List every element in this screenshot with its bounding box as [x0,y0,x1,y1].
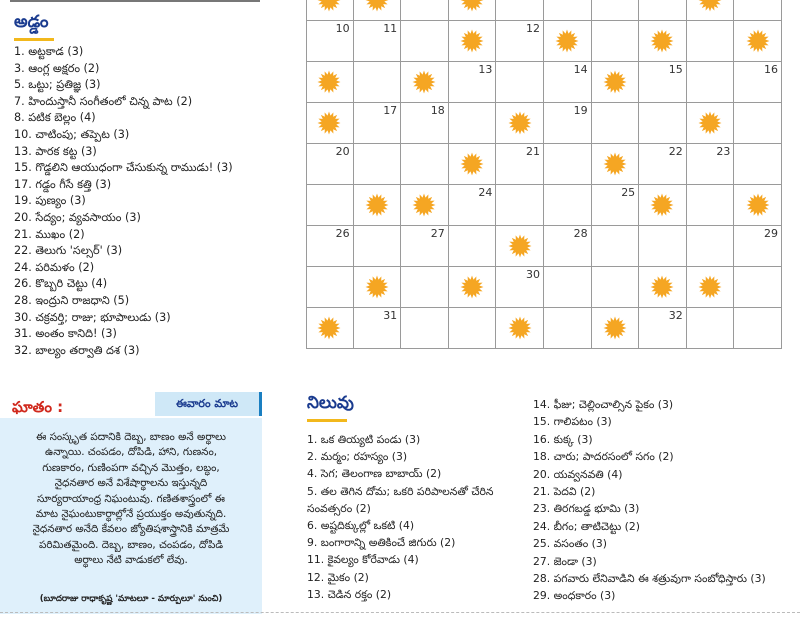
word-of-week-line: ఉన్నాయి. చంపడం, దోపిడి, హాని, గుణనం, [44,446,218,459]
sun-icon [460,0,484,12]
clue-item: 20. సేద్యం; వ్యవసాయం (3) [14,210,141,224]
grid-cell[interactable] [734,308,782,349]
clue-item: 24. పరిమళం (2) [14,260,95,274]
clue-item: 22. తెలుగు 'సల్సర్' (3) [14,244,123,258]
sun-icon [746,29,770,53]
word-of-week-line: సూర్యరాయాంధ్ర నిఘంటువు. గణితశాస్త్రంలో ఈ [37,492,225,505]
grid-cell-blocked [306,103,354,144]
sun-icon [698,275,722,299]
clue-item: 24. బీగం; తాటిచెట్టు (2) [533,519,640,533]
clue-item: 9. బంగారాన్ని అతికించే జిగురు (2) [307,536,456,550]
clue-item: 20. యవ్వనవతి (4) [533,467,623,481]
grid-cell-blocked [687,0,735,21]
grid-cell[interactable] [354,308,402,349]
grid-cell[interactable] [401,0,449,21]
clue-item: 32. బాల్యం తర్వాతి దశ (3) [14,343,140,357]
clue-item: 17. గడ్డం గీసే కత్తి (3) [14,177,112,191]
sun-icon [698,111,722,135]
clue-number: 17 [383,104,398,117]
clue-item: 2. మర్మం; రహస్యం (3) [307,450,408,464]
grid-cell-blocked [306,62,354,103]
clue-item: 21. ముఖం (2) [14,227,85,241]
clue-number: 28 [573,227,588,240]
across-title [14,12,49,36]
grid-cell[interactable] [401,267,449,308]
grid-cell[interactable] [401,308,449,349]
grid-cell[interactable] [496,62,544,103]
grid-cell[interactable] [734,62,782,103]
clue-number: 22 [668,145,683,158]
grid-cell[interactable] [639,144,687,185]
grid-cell-blocked [639,21,687,62]
grid-cell[interactable] [354,21,402,62]
grid-cell-blocked [734,21,782,62]
clue-item: 19. పుణ్యం (3) [14,194,86,208]
grid-cell[interactable] [496,185,544,226]
clue-item: 5. ఒట్టు; ప్రతిజ్ఞ (3) [14,78,101,92]
grid-cell[interactable] [639,226,687,267]
sun-icon [746,193,770,217]
grid-cell[interactable] [687,21,735,62]
grid-cell-blocked [592,62,640,103]
grid-cell[interactable] [449,62,497,103]
clue-number: 25 [621,186,636,199]
clue-number: 10 [335,22,350,35]
clue-item: 15. గాలిపటం (3) [533,415,612,429]
sun-icon [698,0,722,12]
sun-icon [508,316,532,340]
down-clue-list-left [307,431,494,603]
word-of-week-line: గుణకారం, గుణింపగా వచ్చిన మొత్తం, లబ్ధం, [42,461,220,474]
down-title-text: నిలువు [307,393,354,413]
grid-cell-blocked [687,267,735,308]
grid-cell[interactable] [306,144,354,185]
word-of-week-tag: ఈవారం మాట [155,392,262,416]
clue-item: 1. ఒక తియ్యటి పండు (3) [307,433,421,446]
clue-number: 20 [335,145,350,158]
clue-item: 12. మైకం (2) [307,570,369,584]
grid-cell-blocked [354,267,402,308]
grid-cell-blocked [449,0,497,21]
grid-cell[interactable] [496,144,544,185]
grid-cell[interactable] [639,0,687,21]
sun-icon [460,152,484,176]
grid-cell[interactable] [687,226,735,267]
grid-cell[interactable] [306,226,354,267]
sun-icon [317,0,341,12]
across-clue-list [14,44,233,359]
grid-cell[interactable] [544,144,592,185]
grid-cell[interactable] [544,185,592,226]
grid-cell[interactable] [449,185,497,226]
grid-cell-blocked [496,103,544,144]
sun-icon [365,275,389,299]
grid-cell-blocked [592,308,640,349]
down-title-underline [307,419,347,422]
word-of-week-box [0,392,262,614]
clue-item: 31. అంతం కానిది! (3) [14,327,117,341]
grid-cell[interactable] [401,21,449,62]
sun-icon [650,275,674,299]
word-of-week-line: నైధనతార అనేది కేవలం జ్యోతిషశాస్త్రానికి మాత్రమే [32,523,230,536]
clue-number: 14 [573,63,588,76]
clue-number: 30 [525,268,540,281]
clue-number: 19 [573,104,588,117]
clue-item: 11. కైవల్యం కోరేవాడు (4) [307,553,419,567]
word-of-week-line: పరిమితమైంది. దెబ్బ, బాణం, చంపడం, దోపిడి [38,538,224,551]
grid-cell[interactable] [734,144,782,185]
clue-number: 21 [525,145,540,158]
grid-cell-blocked [306,0,354,21]
sun-icon [412,70,436,94]
grid-cell-blocked [449,21,497,62]
grid-cell[interactable] [592,226,640,267]
grid-cell[interactable] [449,226,497,267]
clue-item: 14. ఫీజు; చెల్లించాల్సిన పైకం (3) [533,398,674,411]
clue-item: 15. గొడ్డలిని ఆయుధంగా చేసుకున్న రాముడు! (3) [14,161,233,175]
grid-cell-blocked [449,144,497,185]
grid-cell[interactable] [354,62,402,103]
grid-cell[interactable] [401,226,449,267]
grid-cell[interactable] [496,267,544,308]
sun-icon [365,193,389,217]
clue-number: 31 [383,309,398,322]
grid-cell[interactable] [734,103,782,144]
sun-icon [317,70,341,94]
word-of-week-line: ఈ సంస్కృత పదానికి దెబ్బ, బాణం అనే అర్థాలు [35,431,227,443]
grid-cell[interactable] [639,103,687,144]
grid-cell[interactable] [734,226,782,267]
clue-number: 23 [716,145,731,158]
clue-item: 28. ఇంద్రుని రాజధాని (5) [14,293,130,307]
clue-item: 1. అట్టకాడ (3) [14,45,84,58]
grid-cell[interactable] [592,267,640,308]
grid-cell[interactable] [687,62,735,103]
clue-number: 12 [525,22,540,35]
clue-item: 28. పగవారు లేనివాడిని ఈ శత్రువుగా సంబోధిస్తారు (3) [533,572,766,586]
grid-cell[interactable] [592,0,640,21]
grid-cell-blocked [734,185,782,226]
grid-cell-blocked [496,226,544,267]
clue-item: 7. హిందుస్తానీ సంగీతంలో చిన్న పాట (2) [14,94,193,108]
grid-cell[interactable] [401,144,449,185]
grid-cell[interactable] [592,185,640,226]
grid-cell[interactable] [734,267,782,308]
sun-icon [508,234,532,258]
word-of-week-text [8,430,254,569]
clue-item: 8. పటిక బెల్లం (4) [14,111,96,125]
grid-cell-blocked [401,62,449,103]
crossword-grid [306,0,782,349]
word-of-week-title: ఘాతం : [12,398,64,416]
sun-icon [365,0,389,12]
grid-cell[interactable] [592,103,640,144]
sun-icon [460,29,484,53]
sun-icon [412,193,436,217]
clue-item: 13. పారక కట్ట (3) [14,144,97,158]
clue-item: 13. చెడిన రక్తం (2) [307,587,392,601]
clue-item: 10. చాటింపు; తప్పెట (3) [14,127,130,141]
clue-item: 27. జెండా (3) [533,554,597,568]
grid-cell-blocked [306,308,354,349]
clue-number: 24 [478,186,493,199]
clue-item: 5. తల తెగిన దోమ; ఒకరి పరిపాలనతో చేరిన [307,484,494,498]
sun-icon [603,70,627,94]
word-of-week-line: నైధనతార అనే విశేషార్థాలను ఇస్తున్నది [54,477,208,490]
clue-number: 18 [430,104,445,117]
grid-cell[interactable] [544,0,592,21]
grid-cell-blocked [496,308,544,349]
grid-cell[interactable] [544,103,592,144]
grid-cell[interactable] [354,103,402,144]
clue-number: 15 [668,63,683,76]
down-title [307,393,354,417]
clue-item: 4. సెగ; తెలంగాణ బాబాయ్ (2) [307,467,442,481]
clue-number: 32 [668,309,683,322]
grid-cell-blocked [354,185,402,226]
clue-item: 30. చక్రవర్తి; రాజు; భూపాలుడు (3) [14,310,171,324]
grid-cell-blocked [687,103,735,144]
grid-cell[interactable] [354,144,402,185]
sun-icon [650,29,674,53]
grid-cell-blocked [639,185,687,226]
grid-cell[interactable] [687,308,735,349]
word-of-week-header [0,392,262,418]
grid-cell[interactable] [639,62,687,103]
clue-number: 11 [383,22,398,35]
across-section [10,0,275,385]
grid-cell[interactable] [639,308,687,349]
grid-cell-blocked [592,144,640,185]
grid-cell[interactable] [449,308,497,349]
clue-item: 18. చారు; పాదరసంలో సగం (2) [533,450,674,464]
grid-cell[interactable] [306,267,354,308]
grid-cell[interactable] [544,267,592,308]
across-title-text: అడ్డం [14,12,49,32]
grid-cell[interactable] [306,21,354,62]
sun-icon [460,275,484,299]
grid-cell-blocked [354,0,402,21]
sun-icon [317,111,341,135]
grid-cell[interactable] [496,0,544,21]
sun-icon [603,316,627,340]
clue-item: 21. పెదవి (2) [533,485,596,499]
sun-icon [317,316,341,340]
grid-cell[interactable] [734,0,782,21]
clue-number: 29 [763,227,778,240]
grid-cell-blocked [639,267,687,308]
grid-cell[interactable] [687,185,735,226]
clue-item: 29. అంధకారం (3) [533,589,616,603]
sun-icon [555,29,579,53]
grid-cell[interactable] [544,308,592,349]
across-title-underline [14,38,54,41]
grid-cell-blocked [401,185,449,226]
grid-cell[interactable] [544,226,592,267]
sun-icon [508,111,532,135]
clue-item: సంవత్సరం (2) [307,501,371,515]
down-clue-list-right [533,396,766,605]
clue-item: 25. వసంతం (3) [533,537,607,551]
clue-item: 16. కుక్క (3) [533,432,593,446]
grid-cell[interactable] [306,185,354,226]
grid-cell[interactable] [496,21,544,62]
clue-item: 3. ఆంగ్ల అక్షరం (2) [14,61,100,75]
grid-cell[interactable] [354,226,402,267]
grid-cell[interactable] [449,103,497,144]
grid-cell[interactable] [401,103,449,144]
word-of-week-line: అర్థాలు నేటి వాడుకలో లేవు. [74,554,188,567]
grid-cell[interactable] [592,21,640,62]
grid-cell-blocked [544,21,592,62]
clue-number: 13 [478,63,493,76]
clue-number: 16 [763,63,778,76]
grid-cell[interactable] [687,144,735,185]
sun-icon [603,152,627,176]
sun-icon [650,193,674,217]
clue-item: 26. కొబ్బరి చెట్టు (4) [14,277,108,291]
bottom-divider [0,612,800,613]
grid-cell-blocked [449,267,497,308]
word-of-week-source: (బూదరాజు రాధాకృష్ణ 'మాటలూ - మార్పులూ' నుంచి) [39,594,223,604]
clue-number: 26 [335,227,350,240]
clue-number: 27 [430,227,445,240]
word-of-week-line: మాట నైఘంటుకార్థాల్లోనే ప్రయుక్తం అవుతున్నది. [35,508,227,521]
clue-item: 23. తిరగబడ్డ భూమి (3) [533,502,640,516]
grid-cell[interactable] [544,62,592,103]
clue-item: 6. అష్టదిక్కుల్లో ఒకటి (4) [307,519,415,533]
